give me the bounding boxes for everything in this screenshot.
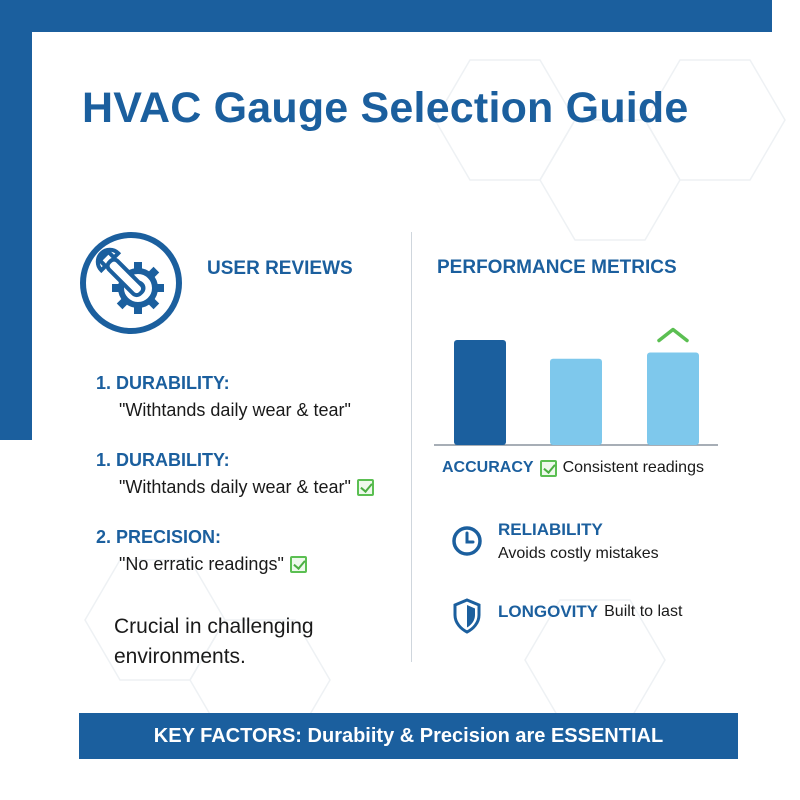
reliability-label: RELIABILITY — [498, 520, 603, 539]
reliability-block — [498, 520, 659, 563]
chart-bar — [647, 353, 699, 446]
review-quote-text: "Withtands daily wear & tear" — [119, 477, 351, 497]
checkbox-icon — [290, 556, 307, 573]
review-quote-text: "No erratic readings" — [119, 554, 284, 574]
shield-icon — [452, 598, 482, 634]
key-factors-banner: KEY FACTORS: Durabiity & Precision are ESSENTIAL — [79, 713, 738, 759]
column-divider — [411, 232, 412, 662]
user-reviews-title: USER REVIEWS — [207, 258, 353, 279]
review-note: Crucial in challenging environments. — [114, 615, 314, 668]
chart-bar — [454, 340, 506, 445]
review-item-head: 2. PRECISION: — [96, 527, 222, 547]
performance-bar-chart — [434, 310, 718, 450]
review-item-head: 1. DURABILITY: — [96, 450, 230, 470]
frame-left-bar — [0, 0, 32, 440]
checkbox-icon — [357, 479, 374, 496]
chevron-up-icon — [659, 330, 687, 341]
review-item-quote — [119, 554, 307, 575]
page-title: HVAC Gauge Selection Guide — [82, 84, 689, 132]
performance-metrics-title: PERFORMANCE METRICS — [437, 257, 677, 278]
chart-bar — [550, 359, 602, 445]
review-quote-text: "Withtands daily wear & tear" — [119, 400, 351, 420]
longevity-text: Built to last — [604, 603, 683, 620]
clock-icon — [450, 524, 484, 558]
review-item-quote — [119, 477, 374, 498]
accuracy-label: ACCURACY — [442, 459, 534, 476]
accuracy-row — [442, 459, 704, 477]
longevity-row — [498, 602, 682, 622]
frame-top-bar — [0, 0, 772, 32]
checkbox-icon — [540, 460, 557, 477]
review-item-quote — [119, 400, 351, 421]
gear-wrench-icon — [78, 230, 184, 336]
reliability-text: Avoids costly mistakes — [498, 545, 659, 562]
review-item-head: 1. DURABILITY: — [96, 373, 230, 393]
accuracy-text: Consistent readings — [562, 459, 704, 476]
longevity-label: LONGOVITY — [498, 602, 599, 621]
